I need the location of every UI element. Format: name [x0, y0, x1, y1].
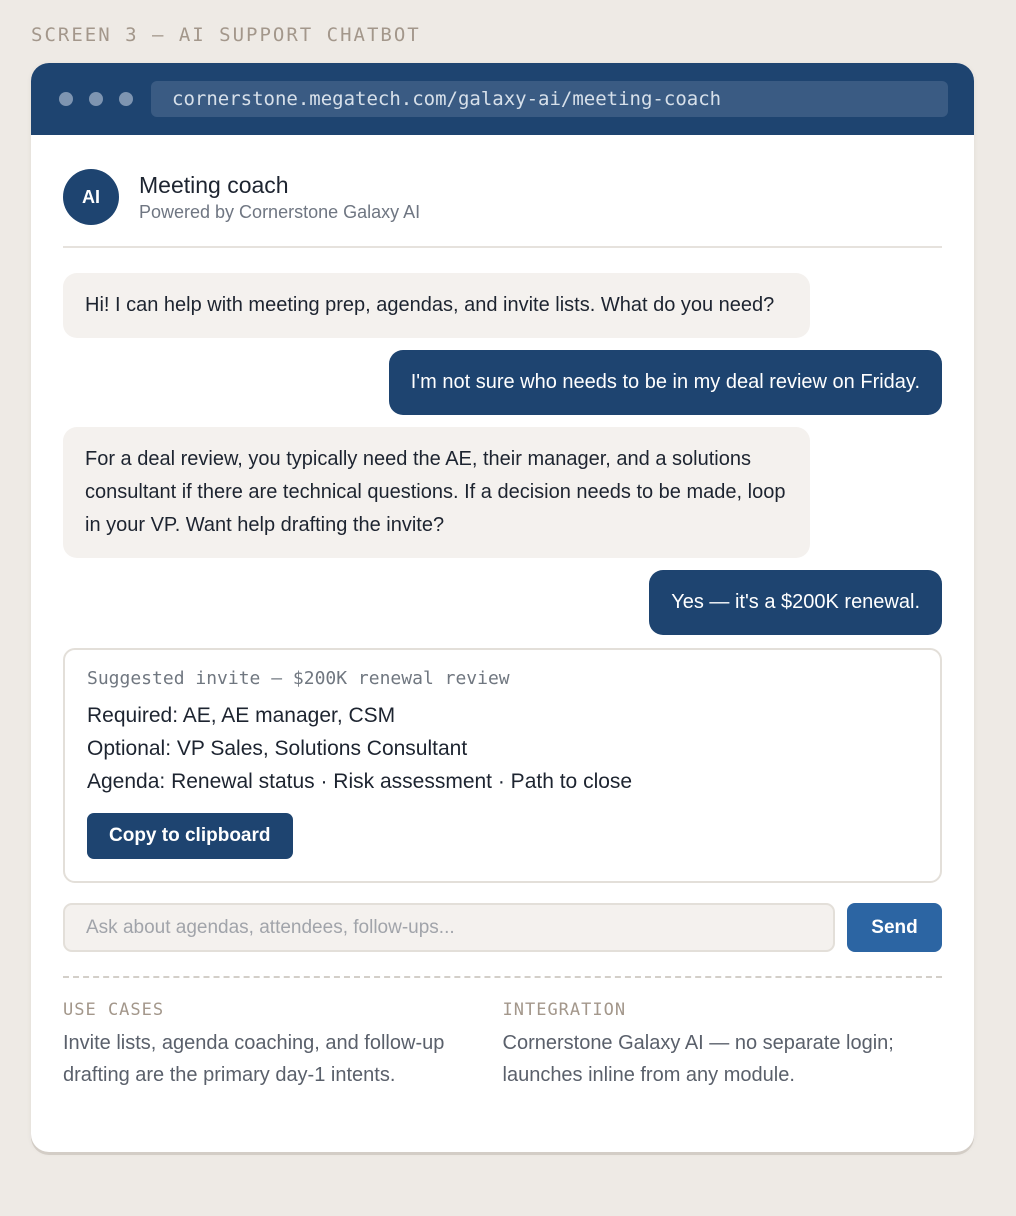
integration-section: [503, 1000, 943, 1091]
bot-avatar: AI: [63, 169, 119, 225]
user-message: Yes — it's a $200K renewal.: [649, 570, 942, 635]
use-cases-text: Invite lists, agenda coaching, and follow-up drafting are the primary day-1 intents.: [63, 1032, 445, 1086]
footer-notes: [63, 978, 942, 1091]
window-dot-icon[interactable]: [59, 92, 73, 106]
bot-message: For a deal review, you typically need the AE, their manager, and a solutions consultant if there are technical questions. If a decision needs to be made, loop in your VP. Want help drafting the invite?: [63, 427, 810, 558]
composer: [63, 903, 942, 952]
invite-optional: Optional: VP Sales, Solutions Consultant: [87, 737, 468, 760]
invite-agenda: Agenda: Renewal status · Risk assessment · Path to close: [87, 770, 633, 793]
chat-header: [63, 135, 942, 248]
message-list: [63, 248, 942, 883]
user-message: I'm not sure who needs to be in my deal review on Friday.: [389, 350, 942, 415]
window-dot-icon[interactable]: [89, 92, 103, 106]
suggested-invite-card: [63, 648, 942, 883]
address-bar[interactable]: cornerstone.megatech.com/galaxy-ai/meeting-coach: [151, 81, 948, 117]
integration-text: Cornerstone Galaxy AI — no separate login; launches inline from any module.: [502, 1032, 894, 1086]
integration-label: INTEGRATION: [502, 1000, 627, 1020]
use-cases-section: [63, 1000, 503, 1091]
chat-panel: [31, 135, 974, 1091]
invite-required: Required: AE, AE manager, CSM: [87, 704, 396, 727]
screen-label: SCREEN 3 — AI SUPPORT CHATBOT: [31, 24, 421, 46]
bot-info: [139, 171, 420, 224]
browser-titlebar: [31, 63, 974, 135]
window-controls: [59, 92, 133, 106]
invite-card-title: Suggested invite — $200K renewal review: [87, 668, 510, 689]
chat-input[interactable]: [63, 903, 835, 952]
bot-message: Hi! I can help with meeting prep, agendas, and invite lists. What do you need?: [63, 273, 810, 338]
bot-name: Meeting coach: [139, 171, 289, 198]
bot-subtitle: Powered by Cornerstone Galaxy AI: [139, 201, 421, 222]
send-button[interactable]: Send: [847, 903, 942, 952]
copy-to-clipboard-button[interactable]: Copy to clipboard: [87, 813, 293, 859]
browser-window: [31, 63, 974, 1152]
use-cases-label: USE CASES: [63, 1000, 165, 1020]
window-dot-icon[interactable]: [119, 92, 133, 106]
